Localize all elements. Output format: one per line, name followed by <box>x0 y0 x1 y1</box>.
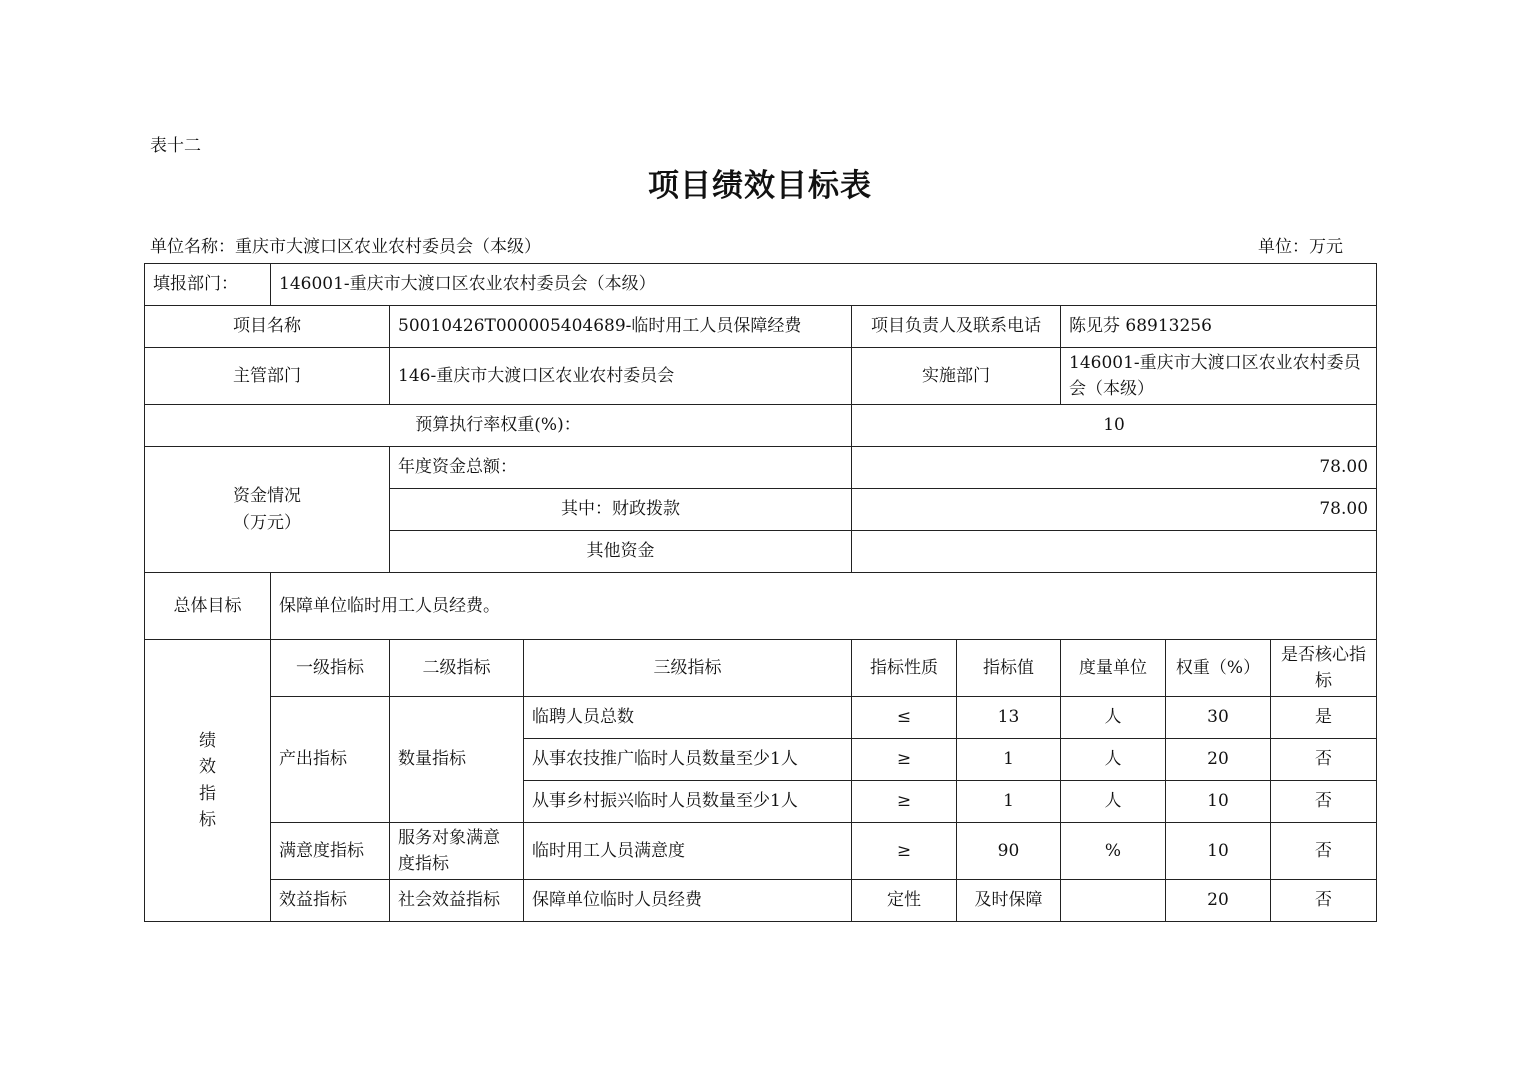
unit-cell: % <box>1061 823 1166 880</box>
unit-cell: 人 <box>1061 697 1166 739</box>
core-cell: 否 <box>1271 880 1377 922</box>
page-title: 项目绩效目标表 <box>648 168 872 204</box>
leader-value: 陈见芬 68913256 <box>1061 306 1377 348</box>
nature-cell: ≥ <box>852 739 957 781</box>
section-char: 标 <box>199 809 216 830</box>
header-level2: 二级指标 <box>390 640 524 697</box>
goal-row <box>145 573 1377 640</box>
level2-cell: 社会效益指标 <box>390 880 524 922</box>
indicator-row <box>145 697 1377 739</box>
dept-row <box>145 348 1377 405</box>
impl-dept-value: 146001-重庆市大渡口区农业农村委员会（本级） <box>1061 348 1377 405</box>
funds-total-label: 年度资金总额： <box>390 447 852 489</box>
nature-cell: ≥ <box>852 781 957 823</box>
table-number: 表十二 <box>150 136 201 156</box>
project-name-row <box>145 306 1377 348</box>
section-char: 绩 <box>199 730 216 751</box>
indicator-row <box>145 880 1377 922</box>
value-cell: 13 <box>957 697 1061 739</box>
nature-cell: ≤ <box>852 697 957 739</box>
unit-cell: 人 <box>1061 781 1166 823</box>
funds-other-value <box>852 531 1377 573</box>
budget-weight-row <box>145 405 1377 447</box>
header-weight: 权重（%） <box>1166 640 1271 697</box>
core-cell: 是 <box>1271 697 1377 739</box>
value-cell: 及时保障 <box>957 880 1061 922</box>
unit-name: 单位名称：重庆市大渡口区农业农村委员会（本级） <box>150 237 541 257</box>
funds-label-line2: （万元） <box>233 512 301 533</box>
budget-weight-label: 预算执行率权重(%)： <box>145 405 852 447</box>
weight-cell: 10 <box>1166 823 1271 880</box>
value-cell: 1 <box>957 781 1061 823</box>
performance-target-table <box>144 263 1377 922</box>
weight-cell: 30 <box>1166 697 1271 739</box>
leader-label: 项目负责人及联系电话 <box>852 306 1061 348</box>
core-cell: 否 <box>1271 781 1377 823</box>
value-cell: 90 <box>957 823 1061 880</box>
indicator-row <box>145 823 1377 880</box>
project-name-label: 项目名称 <box>145 306 390 348</box>
unit-cell: 人 <box>1061 739 1166 781</box>
funds-total-value: 78.00 <box>852 447 1377 489</box>
value-cell: 1 <box>957 739 1061 781</box>
fill-dept-value: 146001-重庆市大渡口区农业农村委员会（本级） <box>271 264 1377 306</box>
impl-dept-label: 实施部门 <box>852 348 1061 405</box>
supervisor-label: 主管部门 <box>145 348 390 405</box>
weight-cell: 20 <box>1166 880 1271 922</box>
indicator-section-label <box>145 640 271 922</box>
indicator-header-row <box>145 640 1377 697</box>
header-level1: 一级指标 <box>271 640 390 697</box>
funds-label-line1: 资金情况 <box>233 486 301 507</box>
header-core: 是否核心指标 <box>1271 640 1377 697</box>
level2-cell: 数量指标 <box>390 697 524 823</box>
level3-cell: 保障单位临时人员经费 <box>524 880 852 922</box>
goal-label: 总体目标 <box>145 573 271 640</box>
section-char: 效 <box>199 757 216 778</box>
section-char: 指 <box>199 783 216 804</box>
goal-value: 保障单位临时用工人员经费。 <box>271 573 1377 640</box>
header-value: 指标值 <box>957 640 1061 697</box>
level1-cell: 产出指标 <box>271 697 390 823</box>
nature-cell: 定性 <box>852 880 957 922</box>
funds-fiscal-value: 78.00 <box>852 489 1377 531</box>
fill-dept-row <box>145 264 1377 306</box>
unit-cell <box>1061 880 1166 922</box>
weight-cell: 10 <box>1166 781 1271 823</box>
nature-cell: ≥ <box>852 823 957 880</box>
funds-label <box>145 447 390 573</box>
level1-cell: 满意度指标 <box>271 823 390 880</box>
header-unit: 度量单位 <box>1061 640 1166 697</box>
header-nature: 指标性质 <box>852 640 957 697</box>
level1-cell: 效益指标 <box>271 880 390 922</box>
level3-cell: 临聘人员总数 <box>524 697 852 739</box>
level2-cell: 服务对象满意度指标 <box>390 823 524 880</box>
level3-cell: 从事农技推广临时人员数量至少1人 <box>524 739 852 781</box>
project-name-value: 50010426T000005404689-临时用工人员保障经费 <box>390 306 852 348</box>
fill-dept-label: 填报部门： <box>145 264 271 306</box>
core-cell: 否 <box>1271 823 1377 880</box>
supervisor-value: 146-重庆市大渡口区农业农村委员会 <box>390 348 852 405</box>
level3-cell: 临时用工人员满意度 <box>524 823 852 880</box>
core-cell: 否 <box>1271 739 1377 781</box>
header-level3: 三级指标 <box>524 640 852 697</box>
weight-cell: 20 <box>1166 739 1271 781</box>
budget-weight-value: 10 <box>852 405 1377 447</box>
currency-unit: 单位：万元 <box>1258 237 1343 257</box>
level3-cell: 从事乡村振兴临时人员数量至少1人 <box>524 781 852 823</box>
funds-total-row <box>145 447 1377 489</box>
funds-other-label: 其他资金 <box>390 531 852 573</box>
funds-fiscal-label: 其中：财政拨款 <box>390 489 852 531</box>
